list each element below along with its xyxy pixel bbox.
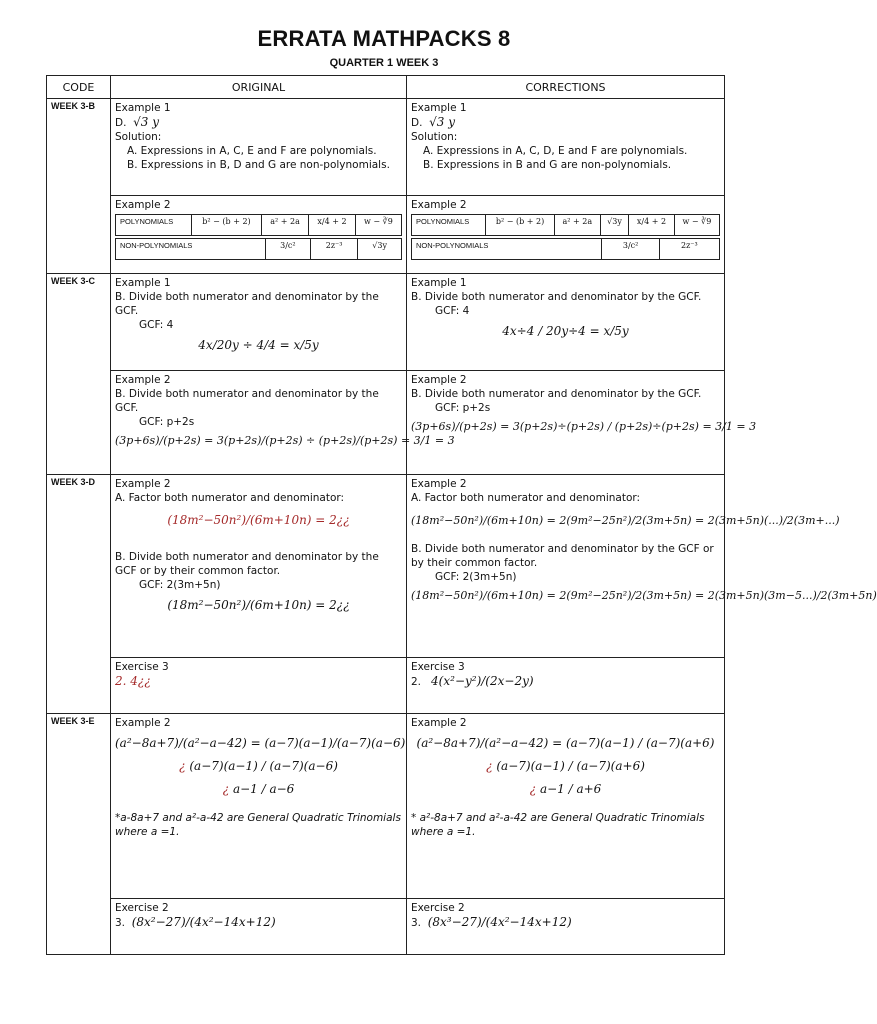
item-number: 3. [115,917,126,929]
answer-line [115,915,402,930]
option-line [411,115,720,130]
numerator: (a−7)(a−1) [496,759,565,773]
code-week-3d: WEEK 3-D [47,475,111,714]
poly-item: x/4 + 2 [629,215,675,236]
radical-expr: √3 y [133,115,159,129]
row-3e-exer2 [47,899,725,955]
item-number: 3. [411,917,422,929]
glyph: ¿ [222,782,230,796]
answer-line [411,674,720,689]
equation-b: (18m²−50n²)/(6m+10n) = 2¿¿ [167,598,350,612]
label: Exercise 2 [115,902,169,914]
document-title: ERRATA MATHPACKS 8 [257,26,511,51]
glyph: ¿ [486,759,493,773]
step-a: A. Factor both numerator and denominator: [115,492,345,504]
orig-3b-example1 [111,99,407,196]
solution-b: B. Expressions in B and G are non-polynomials. [423,159,672,171]
denominator: a−6 [269,782,295,796]
row-3d-ex3 [47,658,725,714]
equation-line2: ¿ (a−7)(a−1) / (a−7)(a−6) [179,759,338,773]
orig-3c-example1 [111,274,407,371]
step-b: B. Divide both numerator and denominator by the GCF. [411,291,702,303]
row-3b-ex2 [47,196,725,274]
header-row [47,76,725,99]
poly-item: a² + 2a [262,215,309,236]
row-3e-ex2 [47,714,725,899]
orig-3e-exercise2 [111,899,407,955]
equation-a: (18m²−50n²)/(6m+10n) = 2¿¿ [167,513,350,527]
equation-line1: (a²−8a+7)/(a²−a−42) = (a−7)(a−1)/(a−7)(a−6) [115,736,406,750]
footnote: *a-8a+7 and a²-a-42 are General Quadratic Trinomials where a =1. [115,812,401,838]
nonpoly-item: 3/c² [265,239,310,260]
errata-table [46,75,877,955]
label: Exercise 2 [411,902,465,914]
poly-item: x/4 + 2 [309,215,356,236]
numerator: a−1 [539,782,565,796]
equation-a: (18m²−50n²)/(6m+10n) = 2(9m²−25n²)/2(3m+5n) = 2(3m+5n)(...)/2(3m+...) [411,514,840,527]
numerator: a−1 [232,782,258,796]
equation: (3p+6s)/(p+2s) = 3(p+2s)÷(p+2s) / (p+2s)÷(p+2s) = 3/1 = 3 [411,420,757,433]
row-3d-ex2 [47,475,725,658]
radical-expr: √3 y [429,115,455,129]
code-week-3c: WEEK 3-C [47,274,111,475]
code-week-3e: WEEK 3-E [47,714,111,955]
footnote: * a²-8a+7 and a²-a-42 are General Quadratic Trinomials where a =1. [411,812,705,838]
equation: 4x/20y ÷ 4/4 = x/5y [198,338,319,352]
label: Example 1 [411,277,467,289]
orig-3e-example2 [111,714,407,899]
header-corrections: CORRECTIONS [407,76,725,99]
corr-3e-example2 [407,714,725,899]
header-code: CODE [47,76,111,99]
corr-3b-example1 [407,99,725,196]
denominator: (a−7)(a+6) [576,759,645,773]
nonpoly-item: 3/c² [602,239,659,260]
denominator: (a−7)(a+6) [646,736,715,750]
answer: 4(x²−y²)/(2x−2y) [431,674,534,688]
numerator: (a−7)(a−1) [189,759,258,773]
orig-3d-exercise3 [111,658,407,714]
step-b: B. Divide both numerator and denominator by the GCF. [411,388,702,400]
row-3b-ex1 [47,99,725,196]
answer: 2. 4¿¿ [115,674,151,688]
glyph: ¿ [179,759,186,773]
poly-item: w − ∛9 [674,215,719,236]
answer-line [411,915,720,930]
corr-3c-example1 [407,274,725,371]
label: Example 2 [115,374,171,386]
glyph: ¿ [529,782,537,796]
nonpoly-item: 2z⁻³ [310,239,357,260]
equation: (3p+6s)/(p+2s) = 3(p+2s)/(p+2s) ÷ (p+2s)/(p+2s) = 3/1 = 3 [115,434,455,447]
expression: (8x²−27)/(4x²−14x+12) [131,915,276,929]
label: Example 1 [115,277,171,289]
orig-poly-table [115,214,402,236]
solution-label: Solution: [411,131,458,143]
orig-nonpoly-table [115,238,402,260]
poly-item: a² + 2a [554,215,600,236]
label: Example 2 [411,478,467,490]
equation-line3: ¿ a−1 / a−6 [222,782,295,796]
corr-3d-example2 [407,475,877,658]
poly-item: b² − (b + 2) [191,215,261,236]
label: Example 1 [411,102,467,114]
poly-item: b² − (b + 2) [486,215,554,236]
poly-label: POLYNOMIALS [412,215,486,236]
step-b: B. Divide both numerator and denominator by the GCF or by their common factor. [115,551,379,577]
row-3c-ex2 [47,371,725,475]
step-a: A. Factor both numerator and denominator: [411,492,641,504]
nonpoly-item: 2z⁻³ [659,239,719,260]
step-b: B. Divide both numerator and denominator by the GCF. [115,388,379,414]
denominator: (a−7)(a−6) [269,759,338,773]
label: Example 1 [115,102,171,114]
denominator: a+6 [576,782,602,796]
corr-nonpoly-table [411,238,720,260]
gcf: GCF: p+2s [139,416,195,428]
solution-b: B. Expressions in B, D and G are non-polynomials. [127,159,390,171]
code-week-3b: WEEK 3-B [47,99,111,274]
gcf: GCF: 4 [139,319,174,331]
header-original: ORIGINAL [111,76,407,99]
gcf: GCF: 2(3m+5n) [139,579,221,591]
gcf: GCF: 2(3m+5n) [435,571,517,583]
label: Example 2 [115,478,171,490]
nonpoly-label: NON-POLYNOMIALS [116,239,266,260]
orig-3b-example2 [111,196,407,274]
corr-3d-exercise3 [407,658,725,714]
label: Example 2 [411,199,467,211]
label: Example 2 [115,199,171,211]
step-b: B. Divide both numerator and denominator by the GCF or by their common factor. [411,543,714,569]
option-letter: D. [411,117,423,129]
row-3c-ex1 [47,274,725,371]
equation-line1: (a²−8a+7)/(a²−a−42) = (a−7)(a−1) / (a−7)(a+6) [416,736,715,750]
label: Example 2 [411,374,467,386]
poly-item: w − ∛9 [355,215,401,236]
label: Exercise 3 [411,661,465,673]
option-letter: D. [115,117,127,129]
corr-3e-exercise2 [407,899,725,955]
poly-label: POLYNOMIALS [116,215,192,236]
gcf: GCF: p+2s [435,402,491,414]
equation: 4x÷4 / 20y÷4 = x/5y [502,324,629,338]
corr-poly-table [411,214,720,236]
solution-label: Solution: [115,131,162,143]
equation-line2: ¿ (a−7)(a−1) / (a−7)(a+6) [486,759,645,773]
label: Example 2 [411,717,467,729]
corr-3c-example2 [407,371,757,475]
document-subtitle: QUARTER 1 WEEK 3 [329,57,439,69]
nonpoly-label: NON-POLYNOMIALS [412,239,602,260]
nonpoly-item: √3y [358,239,402,260]
gcf: GCF: 4 [435,305,470,317]
equation-line3: ¿ a−1 / a+6 [529,782,602,796]
orig-3c-example2 [111,371,455,475]
item-number: 2. [411,676,422,688]
orig-3d-example2 [111,475,407,658]
option-line [115,115,402,130]
corr-3b-example2 [407,196,725,274]
solution-a: A. Expressions in A, C, D, E and F are polynomials. [423,145,688,157]
poly-item: √3y [600,215,628,236]
solution-a: A. Expressions in A, C, E and F are polynomials. [127,145,377,157]
equation-b: (18m²−50n²)/(6m+10n) = 2(9m²−25n²)/2(3m+5n) = 2(3m+5n)(3m−5...)/2(3m+5n) [411,589,877,602]
label: Example 2 [115,717,171,729]
label: Exercise 3 [115,661,169,673]
expression: (8x³−27)/(4x²−14x+12) [427,915,572,929]
step-b: B. Divide both numerator and denominator by the GCF. [115,291,379,317]
